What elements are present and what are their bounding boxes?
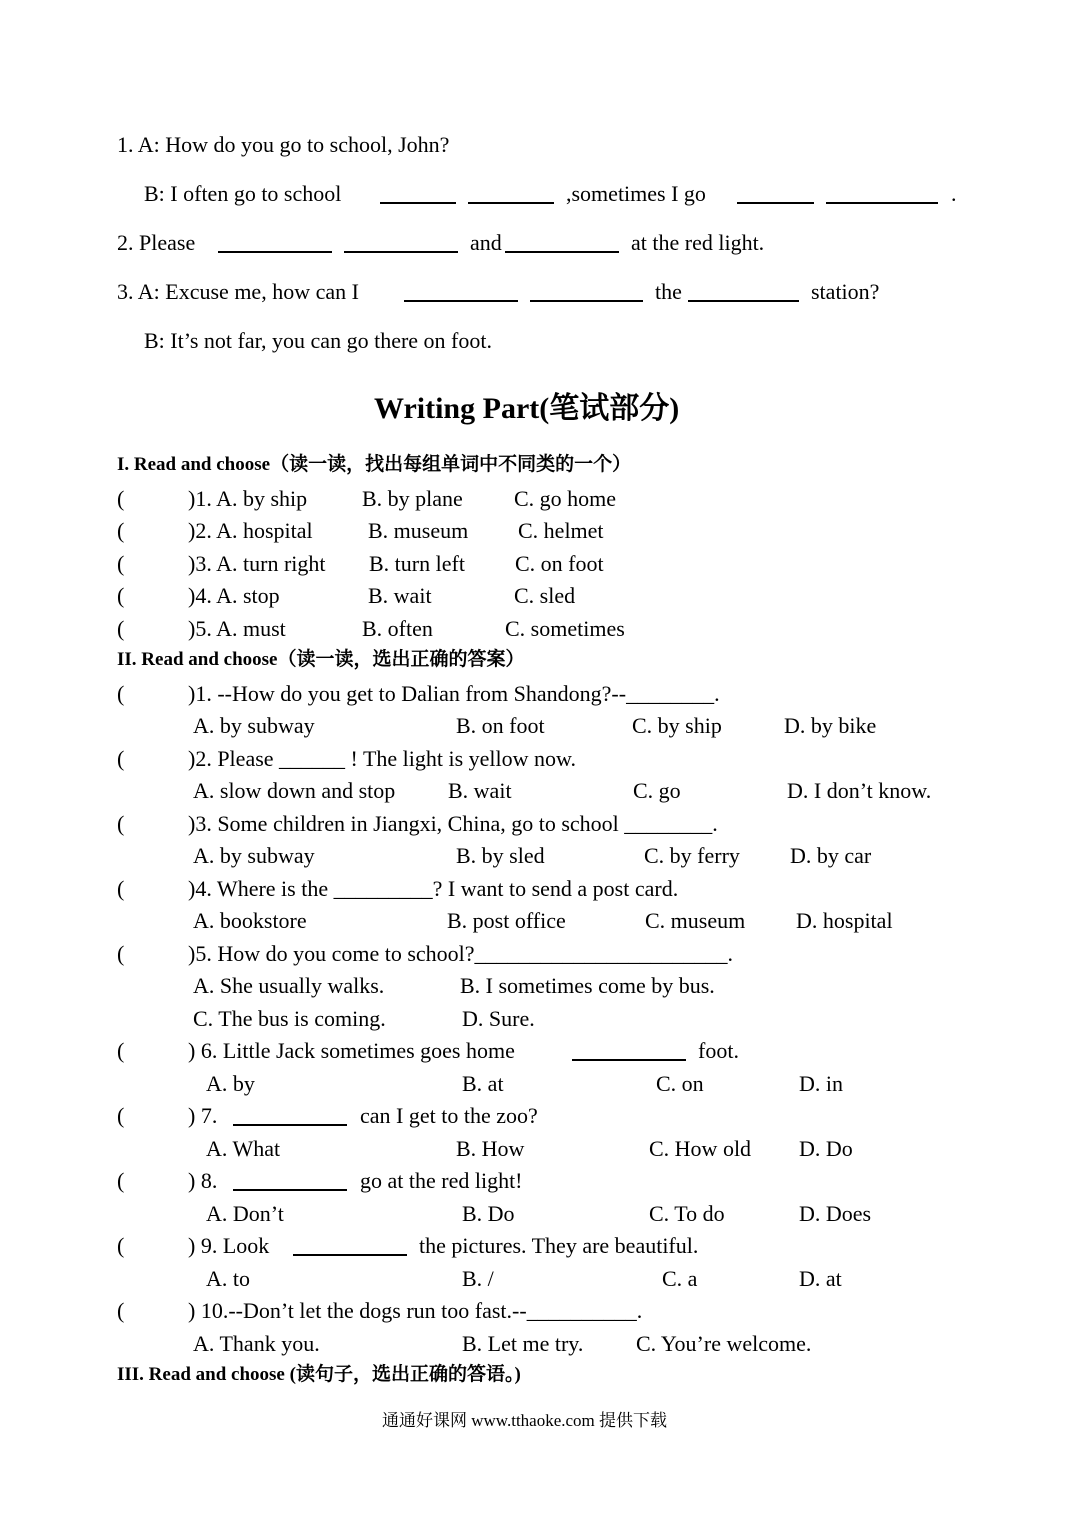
s2-q8-post: go at the red light! [360, 1168, 523, 1193]
s2-q9-pre: ) 9. Look [188, 1233, 270, 1258]
s2-q1-opt-d: D. by bike [784, 713, 877, 738]
q1-b-mid: ,sometimes I go [566, 181, 706, 206]
s1-item-5-c: C. sometimes [505, 616, 625, 641]
q1-b-line [144, 183, 341, 205]
q2-blank-1[interactable] [218, 235, 332, 253]
s2-paren-5: ( [117, 941, 125, 966]
s2-q5-opt-d: D. Sure. [462, 1006, 535, 1031]
q1-b-end: . [951, 181, 957, 206]
s2-paren-1: ( [117, 681, 125, 706]
page-footer: 通通好课网 www.tthaoke.com 提供下载 [382, 1411, 668, 1430]
s1-item-2-c: C. helmet [518, 518, 604, 543]
s2-q9-opt-d: D. at [799, 1266, 842, 1291]
s2-q5-opt-a: A. She usually walks. [193, 973, 385, 998]
s1-item-5-b: B. often [362, 616, 433, 641]
s2-q3-opt-a: A. by subway [193, 843, 315, 868]
s2-q10-opt-b: B. Let me try. [462, 1331, 584, 1356]
q3-blank-3[interactable] [688, 284, 799, 302]
q2-blank-2[interactable] [344, 235, 458, 253]
s2-q1-text: )1. --How do you get to Dalian from Shandong?--________. [188, 681, 720, 706]
s1-item-3-b: B. turn left [369, 551, 465, 576]
s2-q3-opt-d: D. by car [790, 843, 872, 868]
s2-q9-opt-a: A. to [206, 1266, 250, 1291]
s2-q4-opt-b: B. post office [447, 908, 566, 933]
s2-q7-opt-b: B. How [456, 1136, 525, 1161]
s2-q7-pre: ) 7. [188, 1103, 218, 1128]
s1-item-1-c: C. go home [514, 486, 617, 511]
s2-paren-7: ( [117, 1103, 125, 1128]
s2-q7-post: can I get to the zoo? [360, 1103, 538, 1128]
s2-q10-opt-c: C. You’re welcome. [636, 1331, 812, 1356]
s2-q5-text: )5. How do you come to school?_______________________. [188, 941, 734, 966]
s2-q2-opt-c: C. go [633, 778, 681, 803]
s2-q4-opt-c: C. museum [645, 908, 746, 933]
s2-q3-opt-b: B. by sled [456, 843, 545, 868]
s1-paren-1: ( [117, 486, 125, 511]
s1-paren-3: ( [117, 551, 125, 576]
q3-a-pre: 3. A: Excuse me, how can I [117, 279, 359, 304]
s2-q9-post: the pictures. They are beautiful. [419, 1233, 699, 1258]
s2-paren-9: ( [117, 1233, 125, 1258]
s2-paren-8: ( [117, 1168, 125, 1193]
s2-q7-blank[interactable] [233, 1108, 347, 1126]
s1-item-1-a: )1. A. by ship [188, 486, 308, 511]
s2-q6-opt-b: B. at [462, 1071, 504, 1096]
section-1-heading: I. Read and choose（读一读，找出每组单词中不同类的一个） [117, 454, 632, 475]
q3-the: the [655, 279, 682, 304]
s2-q2-text: )2. Please ______ ! The light is yellow now. [188, 746, 577, 771]
s2-q10-opt-a: A. Thank you. [193, 1331, 320, 1356]
q3-blank-2[interactable] [530, 284, 643, 302]
s2-q3-text: )3. Some children in Jiangxi, China, go to school ________. [188, 811, 718, 836]
s2-q5-opt-b: B. I sometimes come by bus. [460, 973, 715, 998]
q3-end: station? [811, 279, 880, 304]
q2-blank-3[interactable] [505, 235, 619, 253]
s2-q9-opt-b: B. / [462, 1266, 494, 1291]
s2-q6-pre: ) 6. Little Jack sometimes goes home [188, 1038, 515, 1063]
s2-paren-6: ( [117, 1038, 125, 1063]
q2-end: at the red light. [631, 230, 765, 255]
q1-blank-4[interactable] [826, 186, 938, 204]
s2-q2-opt-d: D. I don’t know. [787, 778, 932, 803]
q1-blank-1[interactable] [380, 186, 456, 204]
s2-q10-text: ) 10.--Don’t let the dogs run too fast.--__________. [188, 1298, 643, 1323]
section-2-heading: II. Read and choose（读一读，选出正确的答案） [117, 649, 525, 670]
s2-q7-opt-a: A. What [206, 1136, 281, 1161]
s1-item-3-c: C. on foot [515, 551, 604, 576]
q3-b: B: It’s not far, you can go there on foot. [144, 328, 492, 353]
s2-paren-10: ( [117, 1298, 125, 1323]
s1-item-5-a: )5. A. must [188, 616, 286, 641]
s2-q9-opt-c: C. a [662, 1266, 698, 1291]
s2-q6-post: foot. [698, 1038, 739, 1063]
s2-q7-opt-c: C. How old [649, 1136, 752, 1161]
s2-q6-opt-c: C. on [656, 1071, 704, 1096]
s2-q9-blank[interactable] [293, 1238, 407, 1256]
q2-and: and [470, 230, 502, 255]
s2-paren-2: ( [117, 746, 125, 771]
q1-blank-2[interactable] [468, 186, 554, 204]
page-title: Writing Part(笔试部分) [374, 392, 680, 425]
s2-q1-opt-b: B. on foot [456, 713, 545, 738]
s2-q8-opt-b: B. Do [462, 1201, 515, 1226]
s1-paren-4: ( [117, 583, 125, 608]
s2-paren-3: ( [117, 811, 125, 836]
s2-paren-4: ( [117, 876, 125, 901]
q3-blank-1[interactable] [404, 284, 518, 302]
s2-q8-blank[interactable] [233, 1173, 347, 1191]
s1-paren-2: ( [117, 518, 125, 543]
s2-q6-opt-d: D. in [799, 1071, 843, 1096]
s1-item-2-b: B. museum [368, 518, 469, 543]
s2-q4-text: )4. Where is the _________? I want to send a post card. [188, 876, 679, 901]
s2-q4-opt-a: A. bookstore [193, 908, 307, 933]
s2-q8-pre: ) 8. [188, 1168, 218, 1193]
section-3-heading: III. Read and choose (读句子，选出正确的答语。) [117, 1364, 521, 1385]
s2-q2-opt-a: A. slow down and stop [193, 778, 396, 803]
s2-q4-opt-d: D. hospital [796, 908, 893, 933]
s2-q6-blank[interactable] [572, 1043, 686, 1061]
q1-blank-3[interactable] [737, 186, 814, 204]
q2-pre: 2. Please [117, 230, 196, 255]
s1-item-4-b: B. wait [368, 583, 432, 608]
s2-q7-opt-d: D. Do [799, 1136, 853, 1161]
q1-b-pre: B: I often go to school [144, 181, 342, 206]
s2-q8-opt-d: D. Does [799, 1201, 872, 1226]
s2-q1-opt-c: C. by ship [632, 713, 722, 738]
s1-item-3-a: )3. A. turn right [188, 551, 326, 576]
s1-item-4-a: )4. A. stop [188, 583, 280, 608]
s1-item-4-c: C. sled [514, 583, 576, 608]
q1-a: 1. A: How do you go to school, John? [117, 132, 450, 157]
s2-q2-opt-b: B. wait [448, 778, 512, 803]
s2-q1-opt-a: A. by subway [193, 713, 315, 738]
s1-paren-5: ( [117, 616, 125, 641]
s2-q8-opt-c: C. To do [649, 1201, 725, 1226]
s2-q5-opt-c: C. The bus is coming. [193, 1006, 386, 1031]
s2-q3-opt-c: C. by ferry [644, 843, 740, 868]
s2-q8-opt-a: A. Don’t [206, 1201, 284, 1226]
s1-item-2-a: )2. A. hospital [188, 518, 313, 543]
s1-item-1-b: B. by plane [362, 486, 463, 511]
s2-q6-opt-a: A. by [206, 1071, 255, 1096]
